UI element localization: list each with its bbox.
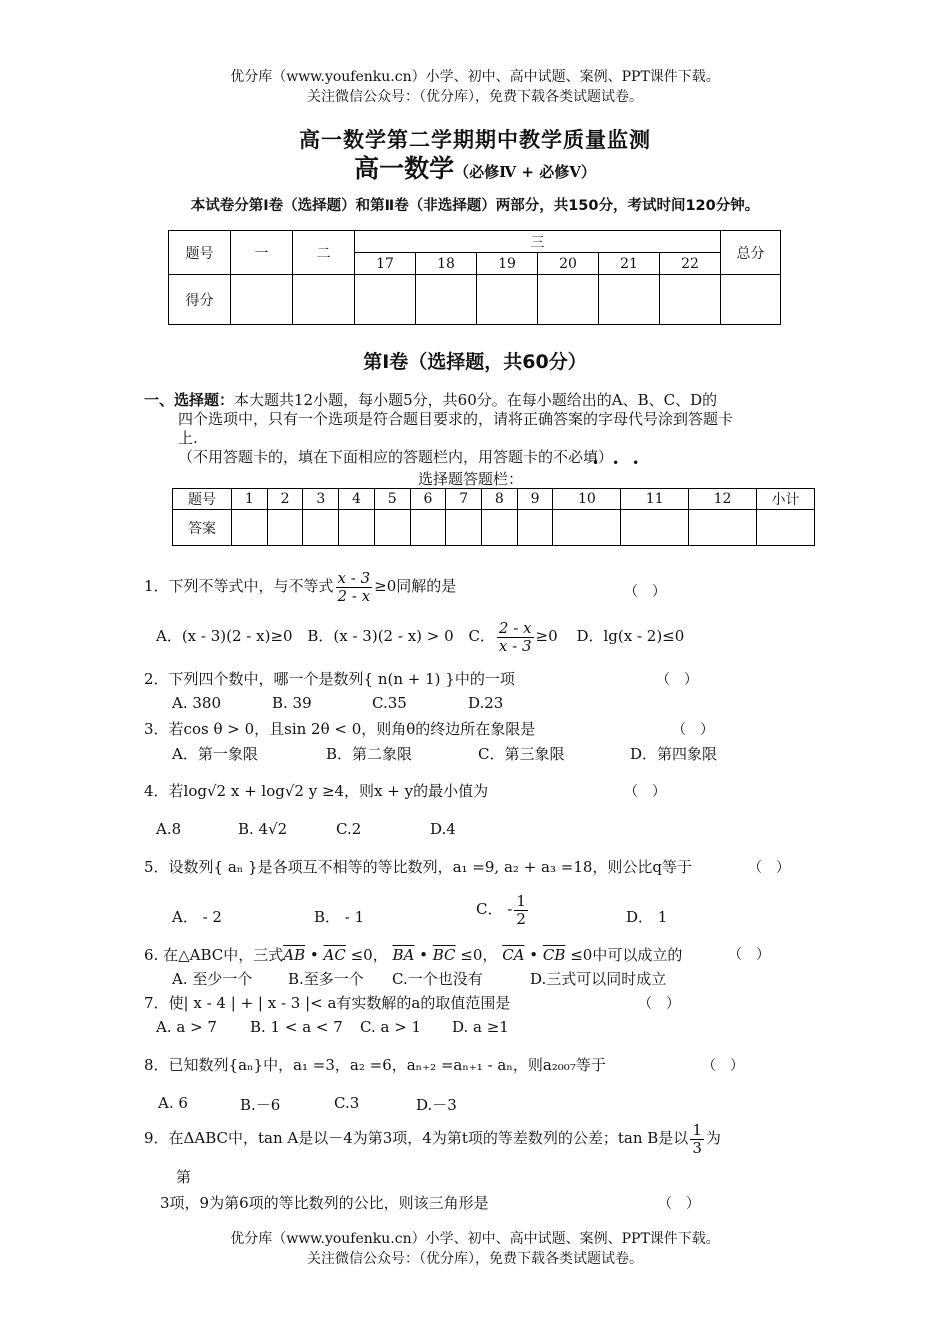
answer-cell[interactable] bbox=[303, 510, 339, 546]
q4-option-c: C.2 bbox=[336, 820, 362, 838]
q5-option-c bbox=[476, 893, 530, 927]
answer-cell[interactable] bbox=[621, 510, 689, 546]
score-cell[interactable] bbox=[599, 275, 660, 325]
answer-table-col: 4 bbox=[339, 489, 375, 510]
answer-table-header-num: 题号 bbox=[173, 489, 232, 510]
score-table-header-num: 题号 bbox=[169, 231, 231, 275]
q6-bracket: （ ） bbox=[728, 947, 770, 963]
score-table-subcol: 19 bbox=[477, 253, 538, 275]
emphasis-dots: ••• bbox=[592, 456, 653, 470]
q5-bracket: （ ） bbox=[748, 860, 790, 876]
q1-c-den: x - 3 bbox=[498, 636, 532, 655]
score-table-total: 总分 bbox=[721, 231, 781, 275]
q8-option-b: B.－6 bbox=[240, 1096, 281, 1114]
q1-option-c-post: ≥0 bbox=[535, 627, 558, 645]
q5-c-den: 2 bbox=[516, 909, 526, 928]
q9-line3: 3项，9为第6项的等比数列的公比，则该三角形是 bbox=[160, 1194, 489, 1212]
exam-subtitle bbox=[0, 149, 950, 185]
q1-option-c-pre: C． bbox=[468, 627, 495, 645]
answer-cell[interactable] bbox=[410, 510, 446, 546]
q7-option-a: A. a > 7 bbox=[156, 1018, 217, 1036]
answer-cell[interactable] bbox=[339, 510, 375, 546]
exam-title: 高一数学第二学期期中教学质量监测 bbox=[299, 127, 651, 152]
question-1 bbox=[144, 570, 456, 604]
answer-table-col: 11 bbox=[621, 489, 689, 510]
q5-option-d: D． 1 bbox=[626, 908, 668, 926]
question-8: 8．已知数列{aₙ}中，a₁ =3，a₂ =6，aₙ₊₂ =aₙ₊₁ - aₙ，则a₂₀₀₇等于 bbox=[144, 1056, 606, 1074]
q6-rel-3: ≤0 bbox=[570, 946, 593, 964]
q6-vec-ba: $\overline{BA}$ bbox=[392, 946, 415, 964]
instructions-line1 bbox=[144, 389, 717, 410]
exam-subtitle-note: （必修Ⅳ + 必修Ⅴ） bbox=[454, 163, 596, 181]
question-7: 7．使| x - 4 | + | x - 3 |< a有实数解的a的取值范围是 bbox=[144, 994, 511, 1012]
score-table bbox=[168, 230, 781, 325]
q3-option-a: A．第一象限 bbox=[172, 745, 258, 763]
q5-option-b: B． - 1 bbox=[314, 908, 365, 926]
instructions-text: 本大题共12小题，每小题5分，共60分。在每小题给出的A、B、C、D的 bbox=[234, 391, 718, 409]
q8-option-c: C.3 bbox=[334, 1094, 360, 1112]
answer-cell[interactable] bbox=[267, 510, 303, 546]
instructions-line2: 四个选项中，只有一个选项是符合题目要求的，请将正确答案的字母代号涂到答题卡 bbox=[178, 410, 734, 428]
answer-cell[interactable] bbox=[374, 510, 410, 546]
answer-cell[interactable] bbox=[689, 510, 757, 546]
q5-c-pre: C． - bbox=[476, 900, 513, 918]
q7-option-c: C. a > 1 bbox=[360, 1018, 422, 1036]
q1-c-num: 2 - x bbox=[498, 619, 532, 637]
score-table-subcol: 20 bbox=[538, 253, 599, 275]
page-footer-line2: 关注微信公众号：（优分库），免费下载各类试题试卷。 bbox=[307, 1251, 643, 1267]
answer-cell[interactable] bbox=[553, 510, 621, 546]
q9-fraction bbox=[690, 1122, 704, 1156]
q9-post: 为 bbox=[705, 1129, 721, 1147]
q1-bracket: （ ） bbox=[624, 584, 666, 600]
q8-option-d: D.－3 bbox=[416, 1096, 457, 1114]
score-table-subcol: 18 bbox=[416, 253, 477, 275]
score-table-subcol: 22 bbox=[660, 253, 721, 275]
page-header-line1: 优分库（www.youfenku.cn）小学、初中、高中试题、案例、PPT课件下载。 bbox=[230, 69, 720, 85]
answer-table-col: 2 bbox=[267, 489, 303, 510]
question-3: 3．若cos θ > 0，且sin 2θ < 0，则角θ的终边所在象限是 bbox=[144, 720, 536, 738]
score-cell[interactable] bbox=[660, 275, 721, 325]
answer-table-col: 12 bbox=[689, 489, 757, 510]
q4-bracket: （ ） bbox=[624, 784, 666, 800]
score-table-score-label: 得分 bbox=[169, 275, 231, 325]
answer-table-ans-label: 答案 bbox=[173, 510, 232, 546]
question-5: 5．设数列{ aₙ }是各项互不相等的等比数列，a₁ =9, a₂ + a₃ =18，则公比q等于 bbox=[144, 858, 693, 876]
q6-vec-ab: $\overline{AB}$ bbox=[283, 946, 306, 964]
score-table-col-3: 三 bbox=[355, 231, 721, 253]
q7-option-d: D. a ≥1 bbox=[452, 1018, 509, 1036]
q5-c-num: 1 bbox=[516, 892, 526, 910]
instructions-label: 一、选择题： bbox=[144, 391, 235, 409]
q6-option-b: B.至多一个 bbox=[288, 970, 364, 988]
q7-bracket: （ ） bbox=[638, 996, 680, 1012]
q2-option-c: C.35 bbox=[372, 694, 407, 712]
score-table-col-1: 一 bbox=[231, 231, 293, 275]
answer-cell[interactable] bbox=[232, 510, 268, 546]
answer-cell[interactable] bbox=[757, 510, 815, 546]
q6-post: 中可以成立的 bbox=[592, 946, 683, 964]
answer-table bbox=[172, 488, 815, 546]
q2-option-a: A. 380 bbox=[172, 694, 221, 712]
q2-option-b: B. 39 bbox=[272, 694, 312, 712]
q1-pre: 1．下列不等式中，与不等式 bbox=[144, 577, 334, 595]
q6-option-a: A. 至少一个 bbox=[172, 970, 253, 988]
score-table-subcol: 21 bbox=[599, 253, 660, 275]
q6-vec-ca: $\overline{CA}$ bbox=[502, 946, 525, 964]
question-9 bbox=[144, 1122, 721, 1156]
q6-vec-bc: $\overline{BC}$ bbox=[432, 946, 456, 964]
q5-c-fraction bbox=[514, 893, 528, 927]
q6-option-c: C.一个也没有 bbox=[392, 970, 483, 988]
q2-bracket: （ ） bbox=[656, 672, 698, 688]
q8-bracket: （ ） bbox=[702, 1058, 744, 1074]
score-cell[interactable] bbox=[231, 275, 293, 325]
q9-bracket: （ ） bbox=[658, 1196, 700, 1212]
answer-table-subtotal: 小计 bbox=[757, 489, 815, 510]
score-table-col-2: 二 bbox=[293, 231, 355, 275]
q1-fraction bbox=[336, 570, 373, 604]
q9-frac-num: 1 bbox=[692, 1121, 702, 1139]
exam-subtitle-text: 高一数学 bbox=[354, 154, 455, 183]
q3-option-b: B．第二象限 bbox=[326, 745, 413, 763]
instructions-line3: 上. bbox=[178, 429, 198, 447]
q4-option-b: B. 4√2 bbox=[238, 820, 288, 838]
q4-option-a: A.8 bbox=[156, 820, 182, 838]
q1-post: ≥0同解的是 bbox=[374, 577, 457, 595]
q3-option-d: D．第四象限 bbox=[630, 745, 718, 763]
q3-bracket: （ ） bbox=[672, 722, 714, 738]
q5-option-a: A． - 2 bbox=[172, 908, 222, 926]
question-2: 2．下列四个数中，哪一个是数列{ n(n + 1) }中的一项 bbox=[144, 670, 515, 688]
q6-vec-cb: $\overline{CB}$ bbox=[542, 946, 566, 964]
answer-table-col: 6 bbox=[410, 489, 446, 510]
answer-table-col: 3 bbox=[303, 489, 339, 510]
q1-option-a: A．(x - 3)(2 - x)≥0 bbox=[156, 627, 293, 645]
q6-pre: 6. 在△ABC中，三式 bbox=[144, 946, 284, 964]
q2-option-d: D.23 bbox=[468, 694, 504, 712]
q1-options bbox=[156, 620, 684, 654]
page-header-line2: 关注微信公众号：（优分库），免费下载各类试题试卷。 bbox=[307, 89, 643, 105]
q1-option-c-fraction bbox=[497, 620, 534, 654]
q1-option-d: D．lg(x - 2)≤0 bbox=[576, 627, 685, 645]
score-cell[interactable] bbox=[477, 275, 538, 325]
q6-rel-2: ≤0， bbox=[460, 946, 498, 964]
score-table-subcol: 17 bbox=[355, 253, 416, 275]
question-4: 4．若log√2 x + log√2 y ≥4，则x + y的最小值为 bbox=[144, 782, 489, 800]
question-6: 6. 在△ABC中，三式$\overline{AB}$ • $\overline{AC} \le 0$， $\overline{BA}$ • $\overline{BC} \le 0$， $\overline{CA}$ • $\overline{CB} \le 0$中可以成立的 bbox=[144, 946, 683, 964]
score-cell[interactable] bbox=[293, 275, 355, 325]
q6-rel-1: ≤0， bbox=[350, 946, 388, 964]
q8-option-a: A. 6 bbox=[158, 1094, 188, 1112]
q9-line2: 第 bbox=[176, 1168, 192, 1186]
section-heading: 第Ⅰ卷（选择题，共60分） bbox=[363, 351, 587, 373]
answer-table-col: 1 bbox=[232, 489, 268, 510]
answer-table-col: 8 bbox=[482, 489, 518, 510]
answer-cell[interactable] bbox=[482, 510, 518, 546]
instructions-line4: （不用答题卡的，填在下面相应的答题栏内，用答题卡的不必填） bbox=[178, 448, 614, 466]
q4-option-d: D.4 bbox=[430, 820, 456, 838]
exam-intro: 本试卷分第Ⅰ卷（选择题）和第Ⅱ卷（非选择题）两部分，共150分，考试时间120分钟。 bbox=[190, 198, 760, 214]
q6-vec-ac: $\overline{AC}$ bbox=[323, 946, 346, 964]
q1-frac-num: x - 3 bbox=[337, 569, 371, 587]
q1-option-b: B．(x - 3)(2 - x) > 0 bbox=[307, 627, 454, 645]
answer-table-title: 选择题答题栏： bbox=[418, 470, 524, 488]
q6-option-d: D.三式可以同时成立 bbox=[530, 970, 667, 988]
q3-option-c: C．第三象限 bbox=[478, 745, 565, 763]
answer-table-col: 9 bbox=[517, 489, 553, 510]
score-cell[interactable] bbox=[355, 275, 416, 325]
q9-frac-den: 3 bbox=[692, 1138, 702, 1157]
answer-table-col: 5 bbox=[374, 489, 410, 510]
answer-table-col: 10 bbox=[553, 489, 621, 510]
score-cell[interactable] bbox=[721, 275, 781, 325]
q9-pre: 9．在ΔABC中，tan A是以－4为第3项，4为第t项的等差数列的公差；tan B是以 bbox=[144, 1129, 689, 1147]
answer-cell[interactable] bbox=[446, 510, 482, 546]
q1-frac-den: 2 - x bbox=[337, 586, 371, 605]
answer-table-col: 7 bbox=[446, 489, 482, 510]
score-cell[interactable] bbox=[416, 275, 477, 325]
q7-option-b: B. 1 < a < 7 bbox=[250, 1018, 343, 1036]
page-footer-line1: 优分库（www.youfenku.cn）小学、初中、高中试题、案例、PPT课件下载。 bbox=[230, 1231, 720, 1247]
answer-cell[interactable] bbox=[517, 510, 553, 546]
score-cell[interactable] bbox=[538, 275, 599, 325]
